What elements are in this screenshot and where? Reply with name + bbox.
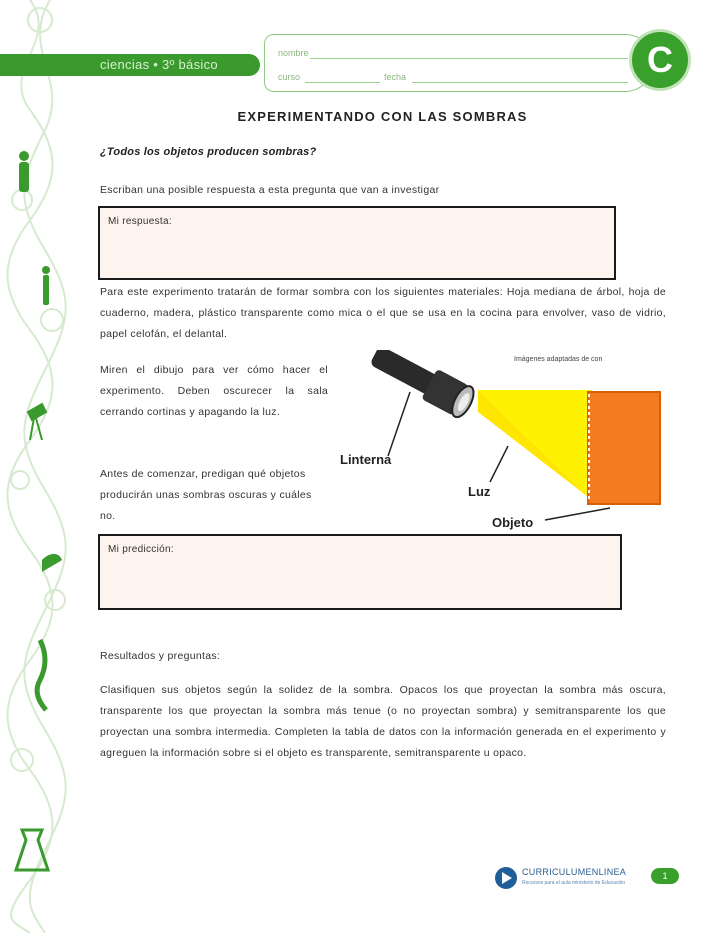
decorative-left-border xyxy=(0,0,78,933)
answer-box[interactable] xyxy=(98,206,616,280)
subject-grade-label: ciencias • 3º básico xyxy=(100,57,218,72)
student-info-box xyxy=(264,34,654,92)
label-object: Objeto xyxy=(492,515,534,530)
research-question: ¿Todos los objetos producen sombras? xyxy=(100,146,317,158)
hypothesis-instruction: Escriban una posible respuesta a esta pregunta que van a investigar xyxy=(100,184,440,196)
figure-caption: Imágenes adaptadas de con xyxy=(514,356,603,363)
course-field-label: curso xyxy=(278,72,301,82)
worksheet-letter-badge: C xyxy=(632,32,688,88)
prediction-box-label: Mi predicción: xyxy=(108,544,174,555)
name-field-line[interactable] xyxy=(310,58,628,59)
results-paragraph: Clasifiquen sus objetos según la solidez de la sombra. Opacos los que proyectan la sombra más oscura, transparente los que proyectan la sombra más tenue (o no proyectan sombra) y semitransparente los que proyectan una sombra intermedia. Completen la tabla de datos con la información generada en el experimento y agreguen la información sobre si el objeto es transparente, semitransparente u opaco. xyxy=(100,684,666,759)
prediction-box[interactable] xyxy=(98,534,622,610)
materials-paragraph: Para este experimento tratarán de formar sombra con los siguientes materiales: Hoja mediana de árbol, hoja de cuaderno, madera, plástico transparente como mica o el que se usa en la cocina para envolver, vaso de vidrio, papel celofán, el delantal. xyxy=(100,286,666,340)
page-number: 1 xyxy=(651,868,679,884)
course-field-line[interactable] xyxy=(305,82,380,83)
results-heading: Resultados y preguntas: xyxy=(100,650,221,662)
answer-box-label: Mi respuesta: xyxy=(108,216,172,227)
label-light: Luz xyxy=(468,484,491,499)
date-field-line[interactable] xyxy=(412,82,628,83)
flashlight-icon xyxy=(367,350,478,420)
orange-object xyxy=(588,392,660,504)
experiment-illustration xyxy=(330,350,670,540)
date-field-label: fecha xyxy=(384,72,407,82)
drawing-instruction: Miren el dibujo para ver cómo hacer el experimento. Deben oscurecer la sala cerrando cortinas y apagando la luz. xyxy=(100,364,328,418)
prediction-instruction: Antes de comenzar, predigan qué objetos producirán unas sombras oscuras y cuáles no. xyxy=(100,468,312,522)
logo-subtext: Recursos para el aula ministerio de Educación xyxy=(522,880,626,886)
page-title: EXPERIMENTANDO CON LAS SOMBRAS xyxy=(237,109,528,124)
name-field-label: nombre xyxy=(278,48,309,58)
label-flashlight: Linterna xyxy=(340,452,392,467)
logo-text: CURRICULUMENLINEA xyxy=(522,867,627,877)
